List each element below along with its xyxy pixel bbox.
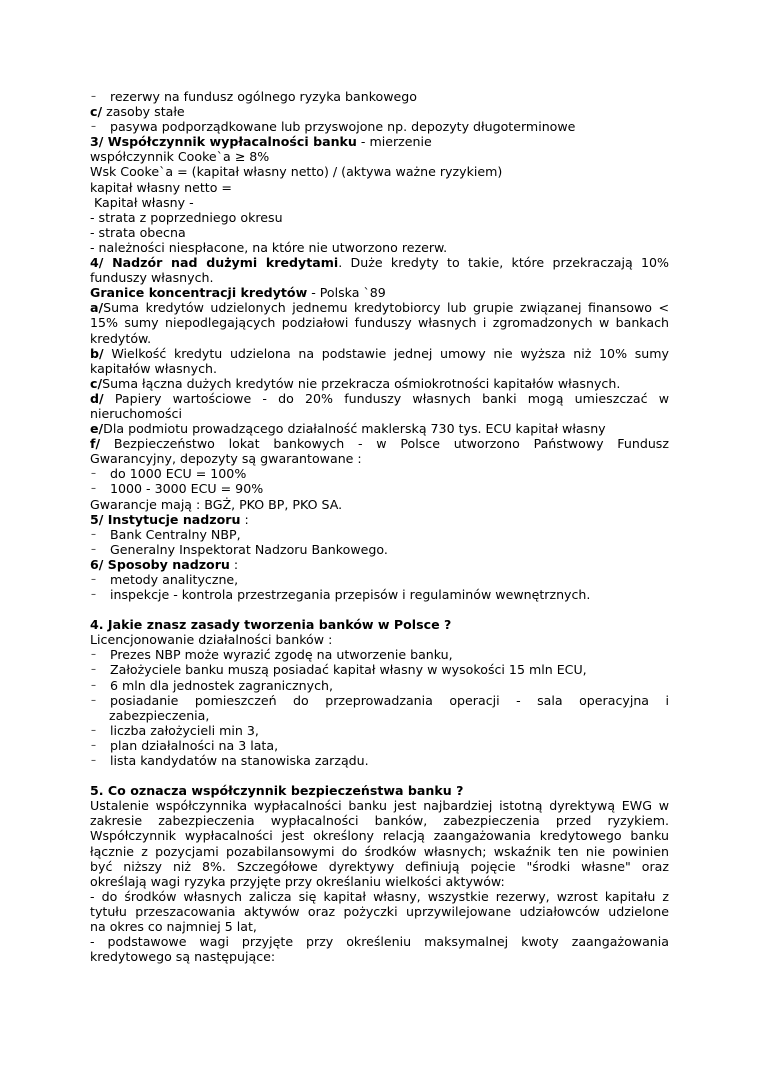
paragraph-line: łącznie z pozycjami pozabilansowymi do środków własnych; wskaźnik ten nie powinien	[90, 843, 669, 859]
dash-bullet: –	[91, 649, 96, 661]
list-item: – inspekcje - kontrola przestrzegania przepisów i regulaminów wewnętrznych.	[91, 587, 591, 603]
dash-bullet: –	[91, 468, 96, 480]
question-heading: 4. Jakie znasz zasady tworzenia banków w Polsce ?	[90, 617, 452, 633]
text-line: kapitał własny netto =	[90, 179, 232, 195]
text-line: Licencjonowanie działalności banków :	[90, 632, 333, 648]
dash-bullet: –	[91, 664, 96, 676]
dash-bullet: –	[91, 755, 96, 767]
paragraph-line: kredytowego są następujące:	[90, 949, 276, 965]
paragraph-line: - do środków własnych zalicza się kapitał własny, wszystkie rezerwy, wzrost kapitału z	[90, 888, 669, 904]
list-item: – 1000 - 3000 ECU = 90%	[91, 481, 264, 497]
paragraph-line: tytułu przeszacowania aktywów oraz pożyczki uprzywilejowane udziałowców udzielone	[90, 903, 669, 919]
dash-bullet: –	[91, 528, 96, 540]
paragraph: d/ Papiery wartościowe - do 20% funduszy własnych banki mogą umieszczać w	[90, 390, 669, 406]
list-item: – plan działalności na 3 lata,	[91, 737, 279, 753]
list-item: – lista kandydatów na stanowiska zarządu.	[91, 753, 369, 769]
section-heading: 6/ Sposoby nadzoru :	[90, 556, 239, 572]
paragraph: f/ Bezpieczeństwo lokat bankowych - w Polsce utworzono Państwowy Fundusz	[90, 436, 669, 452]
dash-bullet: –	[91, 121, 96, 133]
section-heading: 5/ Instytucje nadzoru :	[90, 511, 249, 527]
list-item-continuation: zabezpieczenia,	[109, 707, 210, 723]
spacer	[90, 768, 669, 783]
text-line: - należności niespłacone, na które nie utworzono rezerw.	[90, 239, 448, 255]
subheading: Granice koncentracji kredytów - Polska `89	[90, 285, 386, 301]
paragraph: c/Suma łączna dużych kredytów nie przekracza ośmiokrotności kapitałów własnych.	[90, 375, 621, 391]
text-line: Kapitał własny -	[94, 194, 194, 210]
dash-bullet: –	[91, 679, 96, 691]
list-item: – Założyciele banku muszą posiadać kapitał własny w wysokości 15 mln ECU,	[91, 662, 587, 678]
dash-bullet: –	[91, 739, 96, 751]
text-line: funduszy własnych.	[90, 270, 214, 286]
question-heading: 5. Co oznacza współczynnik bezpieczeństwa banku ?	[90, 783, 464, 799]
dash-bullet: –	[91, 724, 96, 736]
paragraph: b/ Wielkość kredytu udzielona na podstawie jednej umowy nie wyższa niż 10% sumy	[90, 345, 669, 361]
dash-bullet: –	[91, 574, 96, 585]
paragraph-line: 15% sumy niepodlegających podziałowi funduszy własnych i zgromadzonych w bankach	[90, 315, 669, 331]
list-item: – rezerwy na fundusz ogólnego ryzyka bankowego	[91, 89, 418, 104]
paragraph: c/ zasoby stałe	[90, 104, 185, 120]
section-heading: 3/ Współczynnik wypłacalności banku - mierzenie	[90, 134, 432, 150]
list-item: – 6 mln dla jednostek zagranicznych,	[91, 677, 334, 693]
paragraph: a/Suma kredytów udzielonych jednemu kredytobiorcy lub grupie związanej finansowo <	[90, 300, 669, 316]
list-item: – Bank Centralny NBP,	[91, 526, 241, 542]
text-line: Wsk Cooke`a = (kapitał własny netto) / (aktywa ważne ryzykiem)	[90, 164, 503, 180]
list-item: – metody analityczne,	[91, 572, 239, 587]
text-line: współczynnik Cooke`a ≥ 8%	[90, 149, 270, 165]
paragraph-line: kapitałów własnych.	[90, 360, 218, 376]
list-item: – Prezes NBP może wyrazić zgodę na utworzenie banku,	[91, 647, 453, 663]
dash-bullet: –	[91, 483, 96, 495]
spacer	[90, 602, 669, 617]
list-item: – pasywa podporządkowane lub przyswojone np. depozyty długoterminowe	[91, 119, 576, 135]
paragraph-line: - podstawowe wagi przyjęte przy określeniu maksymalnej kwoty zaangażowania	[90, 934, 669, 950]
list-item: – do 1000 ECU = 100%	[91, 466, 247, 482]
paragraph-line: nieruchomości	[90, 405, 182, 421]
paragraph-line: Gwarancyjny, depozyty są gwarantowane :	[90, 451, 362, 467]
list-item: – posiadanie pomieszczeń do przeprowadzania operacji - sala operacyjna i	[91, 692, 669, 708]
list-item: – Generalny Inspektorat Nadzoru Bankowego.	[91, 541, 388, 557]
document-page	[90, 89, 669, 964]
section-heading: 4/ Nadzór nad dużymi kredytami. Duże kredyty to takie, które przekraczają 10%	[90, 255, 669, 271]
dash-bullet: –	[91, 694, 96, 706]
paragraph-line: Współczynnik wypłacalności jest określony relacją zaangażowania kredytowego banku	[90, 828, 669, 844]
paragraph-line: zakresie zabezpieczenia wypłacalności banków, zabezpieczenia przed ryzykiem.	[90, 813, 669, 829]
text-line: Gwarancje mają : BGŻ, PKO BP, PKO SA.	[90, 496, 343, 512]
dash-bullet: –	[91, 91, 96, 102]
text-line: - strata z poprzedniego okresu	[90, 209, 283, 225]
paragraph-line: kredytów.	[90, 330, 152, 346]
dash-bullet: –	[91, 543, 96, 555]
paragraph-line: Ustalenie współczynnika wypłacalności banku jest najbardziej istotną dyrektywą EWG w	[90, 798, 669, 814]
dash-bullet: –	[91, 589, 96, 601]
text-line: - strata obecna	[90, 224, 186, 240]
paragraph: e/Dla podmiotu prowadzącego działalność maklerską 730 tys. ECU kapitał własny	[90, 421, 606, 437]
paragraph-line: być niższy niż 8%. Szczegółowe dyrektywy definiują pojęcie "środki własne" oraz	[90, 858, 669, 874]
paragraph-line: określają wagi ryzyka przyjęte przy określaniu wielkości aktywów:	[90, 873, 505, 889]
paragraph-line: na okres co najmniej 5 lat,	[90, 918, 257, 934]
list-item: – liczba założycieli min 3,	[91, 722, 259, 738]
